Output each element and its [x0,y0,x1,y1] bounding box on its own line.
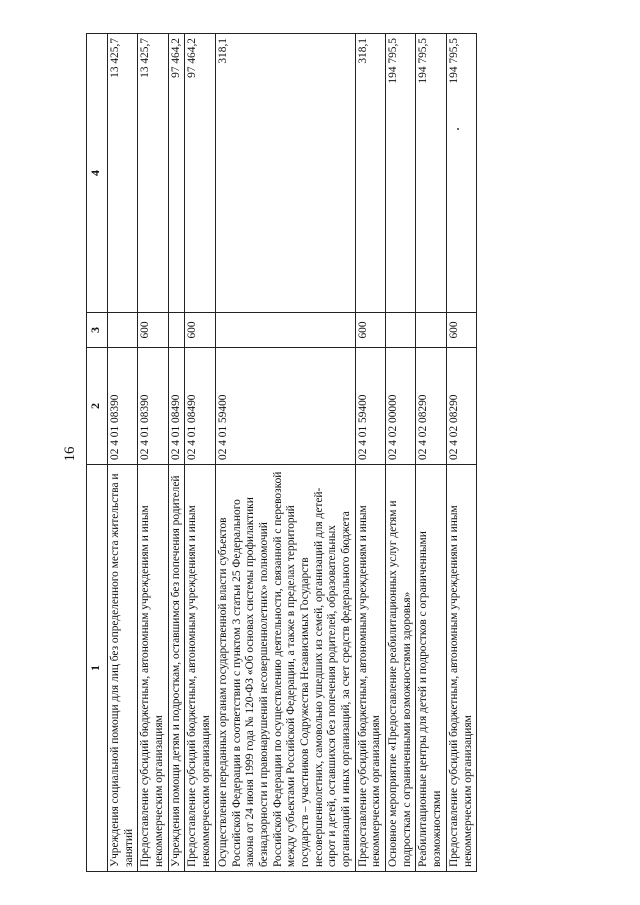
table-row [215,34,355,872]
header-row [87,34,108,872]
column-header-name: 1 [87,465,108,872]
row-amount: 318,1 [215,34,355,313]
row-type: 600 [446,313,476,348]
row-amount: 13 425,7 [108,34,138,313]
row-type [168,313,185,348]
row-amount: 318,1 [355,34,385,313]
row-amount: 194 795,5 [416,34,446,313]
row-code: 02 4 01 08390 [108,348,138,465]
row-code: 02 4 01 59400 [355,348,385,465]
row-code: 02 4 02 08290 [446,348,476,465]
row-name: Учреждения помощи детям и подросткам, оставшимся без попечения родителей [168,465,185,872]
row-code: 02 4 01 08390 [138,348,168,465]
row-amount: 194 795,5 [386,34,416,313]
row-type [215,313,355,348]
row-code: 02 4 01 08490 [185,348,215,465]
row-code: 02 4 01 59400 [215,348,355,465]
row-amount: 97 464,2 [168,34,185,313]
row-name: Осуществление переданных органам государственной власти субъектов Российской Федерации в соответствии с пунктом 3 статьи 25 Федерального закона от 24 июня 1999 года № 120-ФЗ «Об основах системы профилактики безнадзорности и правонарушений несовершеннолетних» полномочий Российской Федерации по осуществлению деятельности, связанной с перевозкой между субъектами Российской Федерации, а также в пределах территорий государств – участников Содружества Независимых Государств несовершеннолетних, самовольно ушедших из семей, организаций для детей-сирот и детей, оставшихся без попечения родителей, образовательных организаций и иных организаций, за счет средств федерального бюджета [215,465,355,872]
row-type [416,313,446,348]
table-row [185,34,215,872]
row-name: Учреждения социальной помощи для лиц без определенного места жительства и занятий [108,465,138,872]
row-amount: 97 464,2 [185,34,215,313]
table-row [168,34,185,872]
row-code: 02 4 01 08490 [168,348,185,465]
row-code: 02 4 02 08290 [416,348,446,465]
row-amount: 194 795,5 [446,34,476,313]
row-type: 600 [185,313,215,348]
table-row [416,34,446,872]
row-name: Предоставление субсидий бюджетным, автономным учреждениям и иным некоммерческим организациям [185,465,215,872]
row-type: 600 [138,313,168,348]
rotated-table-container [86,34,558,872]
budget-table [86,33,477,872]
table-row [138,34,168,872]
row-type [108,313,138,348]
row-code: 02 4 02 00000 [386,348,416,465]
row-name: Реабилитационные центры для детей и подростков с ограниченными возможностями [416,465,446,872]
column-header-code: 2 [87,348,108,465]
row-name: Предоставление субсидий бюджетным, автономным учреждениям и иным некоммерческим организациям [355,465,385,872]
row-amount: 13 425,7 [138,34,168,313]
page-number: 16 [61,446,78,462]
table-row [355,34,385,872]
column-header-amount: 4 [87,34,108,313]
column-header-type: 3 [87,313,108,348]
table-row [108,34,138,872]
row-name: Предоставление субсидий бюджетным, автономным учреждениям и иным некоммерческим организациям [446,465,476,872]
row-type [386,313,416,348]
row-name: Основное мероприятие «Предоставление реабилитационных услуг детям и подросткам с ограниченными возможностями здоровья» [386,465,416,872]
table-row [386,34,416,872]
row-type: 600 [355,313,385,348]
table-row [446,34,476,872]
row-name: Предоставление субсидий бюджетным, автономным учреждениям и иным некоммерческим организациям [138,465,168,872]
